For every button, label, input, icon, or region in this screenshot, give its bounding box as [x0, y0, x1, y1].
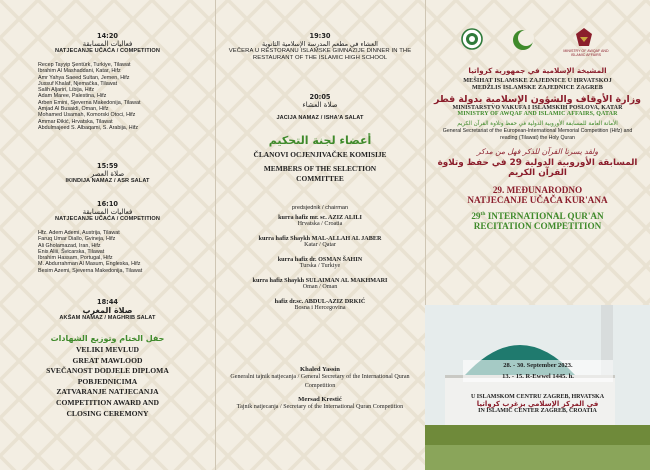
- arabic-heading: فعاليات المسابقة: [82, 40, 133, 48]
- committee-member-name: hafiz dr.sc. ABDUL-AZIZ DRKIĆ: [274, 298, 366, 305]
- committee-heading-bs: ČLANOVI OCJENJIVAČKE KOMISIJE: [253, 150, 387, 159]
- section-heading: NATJECANJE UČAĆA / COMPETITION: [55, 48, 160, 54]
- arabic-heading: صلاة العصر: [90, 170, 125, 178]
- committee-heading-en: MEMBERS OF THE SELECTION COMMITTEE: [263, 164, 377, 183]
- dinner-text: VEČERA U RESTORANU ISLAMSKE GIMNAZIJE DINNER IN THE RESTAURANT OF THE ISLAMIC HIGH SCHOOL: [228, 48, 412, 62]
- secretariat-english: General Secretariat of the European-International Memorial Competition (Hifz) and reading (Tilawat) the Holy Quran: [442, 128, 633, 141]
- committee-member-name: kurra hafiz Shaykh SULAIMAN AL MAKHMARI: [252, 277, 388, 284]
- islamic-community-logo-icon: [461, 28, 483, 50]
- list-item: M. Abdurrahman Al Masum, Engleska, Hifz: [38, 261, 141, 268]
- islamic-community-arabic: المشيخة الإسلامية في جمهورية كرواتيا: [468, 66, 607, 75]
- committee-member-country: Hrvatska / Croatia: [297, 221, 343, 227]
- right-panel: [425, 0, 650, 470]
- list-item: Arben Emini, Sjeverna Makedonija, Tilawat: [38, 99, 141, 106]
- closing-ceremony-block: [0, 345, 215, 419]
- committee-member-country: Bosna i Hercegovina: [294, 305, 346, 311]
- competition-title-en-2: RECITATION COMPETITION: [473, 221, 602, 232]
- ministry-name-en: MINISTRY OF AWQAF AND ISLAMIC AFFAIRS, QATAR: [457, 111, 618, 117]
- list-item: Besim Azemi, Sjeverna Makedonija, Tilawat: [38, 267, 143, 274]
- list-item: Amr Yahya Saeed Sultan, Jemen, Hifz: [38, 74, 130, 81]
- competition-title-bs-1: 29. MEĐUNARODNO: [492, 185, 583, 196]
- committee-member-country: Katar / Qatar: [304, 242, 336, 248]
- committee-arabic-heading: أعضاء لجنة التحكيم: [268, 134, 372, 147]
- list-item: VELIKI MEVLUD: [75, 345, 140, 354]
- secretariat-arabic: الأمانة العامة للمسابقة الأوروبية الدولية في حفظ وتلاوة القرآن الكريم: [457, 121, 618, 127]
- competitor-list: [0, 230, 215, 274]
- list-item: Ibrahim Al Mashaddani, Katar, Hifz: [38, 68, 121, 75]
- section-heading: IKINDIJA NAMAZ / ASR SALAT: [65, 178, 150, 184]
- secretary-general-name: Khaled Yassin: [300, 366, 340, 373]
- arabic-heading: صلاة العشاء: [302, 101, 338, 109]
- arabic-heading: فعاليات المسابقة: [82, 208, 133, 216]
- section-heading: NATJECANJE UČAĆA / COMPETITION: [55, 216, 160, 222]
- list-item: Recep Tayyip Şentürk, Turkiye, Tilawat: [38, 62, 131, 68]
- list-item: COMPETITION AWARD AND: [56, 397, 159, 407]
- time-label: 19:30: [309, 32, 331, 40]
- list-item: Ibrahim Hassam, Portugal, Hifz: [38, 255, 113, 262]
- secretary-role: Tajnik natjecanja / Secretary of the International Quran Competition: [236, 404, 404, 411]
- medzlis-name: MEDŽLIS ISLAMSKE ZAJEDNICE ZAGREB: [471, 84, 604, 91]
- venue-bs: U ISLAMSKOM CENTRU ZAGREB, HRVATSKA: [470, 394, 605, 400]
- list-item: Ammar Đikić, Hrvatska, Tilawat: [38, 118, 113, 125]
- list-item: Adam Maree, Palestina, Hifz: [38, 93, 107, 100]
- arabic-heading: العشاء في مطعم المدرسة الإسلامية الثانوية: [262, 40, 378, 48]
- committee-member-name: kurra hafiz dr. OSMAN ŠAHIN: [277, 256, 363, 263]
- list-item: CLOSING CEREMONY: [66, 408, 149, 418]
- list-item: POBJEDNICIMA: [77, 376, 138, 386]
- committee-member-name: kurra hafiz Shaykh MAL-ALLAH AL JABER: [258, 235, 382, 242]
- list-item: SVEČANOST DODJELE DIPLOMA: [46, 366, 169, 376]
- event-date-hijri: 13. - 15. R-Ewwel 1445. h.: [463, 371, 613, 382]
- secretary-general-role: Generalni tajnik natjecanja / General Secretary of the International Quran Competition: [230, 374, 410, 389]
- venue-en: IN ISLAMIC CENTER ZAGREB, CROATIA: [478, 408, 597, 414]
- section-heading: JACIJA NAMAZ / ISHA'A SALAT: [276, 115, 364, 121]
- committee-members: [215, 214, 425, 311]
- list-item: ZATVARANJE NATJECANJA: [56, 387, 159, 397]
- middle-panel: [215, 0, 425, 470]
- verse-arabic: ولقد يسرنا القرآن للذكر فهل من مدكر: [476, 147, 599, 157]
- list-item: Amjad Al Busaidi, Oman, Hifz: [38, 106, 109, 113]
- ministry-arabic: وزارة الأوقاف والشؤون الإسلامية بدولة قطر: [434, 94, 641, 105]
- competitor-list: [0, 62, 215, 131]
- event-date-gregorian: 28. - 30. September 2023.: [463, 360, 613, 371]
- list-item: Ali Gholamazad, Iran, Hifz: [38, 242, 101, 249]
- list-item: Jussuf Khalaf, Njemačka, Tilawat: [38, 80, 118, 87]
- list-item: Mohamed Usamah, Komorski Otoci, Hifz: [38, 112, 136, 119]
- closing-arabic-heading: حفل الختام وتوزيع الشهادات: [50, 334, 165, 343]
- list-item: Salih Aljariri, Libija, Hifz: [38, 87, 95, 94]
- qatar-ministry-logo-icon: [573, 26, 595, 48]
- islamic-community-name: MEŠIHAT ISLAMSKE ZAJEDNICE U HRVATSKOJ: [463, 77, 612, 84]
- left-panel: [0, 0, 215, 470]
- list-item: GREAT MAWLOOD: [72, 355, 143, 365]
- list-item: Enis Aliii, Švicarska, Tilawat: [38, 248, 105, 255]
- secretary-name: Mersad Krestić: [298, 396, 342, 404]
- ministry-name-bs: MINISTARSTVO VAKUFA I ISLAMSKIH POSLOVA, KATAR: [452, 105, 623, 111]
- chairman-role: predsjednik / chairman: [291, 205, 349, 211]
- venue-arabic: في المركز الإسلامي بزغرب كرواتيا: [476, 400, 599, 408]
- committee-member-country: Oman / Oman: [302, 284, 338, 290]
- time-label: 18:44: [97, 298, 118, 306]
- venue-block: [435, 394, 640, 414]
- committee-member-country: Turska / Turkiye: [299, 263, 341, 269]
- arabic-heading: صلاة المغرب: [82, 306, 133, 315]
- section-heading: AKŠAM NAMAZ / MAGHRIB SALAT: [59, 315, 156, 321]
- list-item: Hfz. Adem Ademi, Austrija, Tilawat: [38, 230, 120, 236]
- time-label: 20:05: [309, 93, 331, 101]
- time-label: 16:10: [97, 200, 118, 208]
- list-item: Faruq Umar Diallo, Gvineja, Hifz: [38, 236, 116, 243]
- time-label: 14:20: [97, 32, 118, 40]
- crescent-logo-icon: [511, 28, 535, 52]
- committee-member-name: kurra hafiz mr. sc. AZIZ ALILI: [278, 214, 362, 221]
- competition-title-en-1: 29th INTERNATIONAL QUR'AN: [471, 211, 604, 222]
- competition-title-bs-2: NATJECANJE UČAČA KUR'ANA: [467, 195, 608, 206]
- ministry-logo-caption: MINISTRY OF AWQAF AND ISLAMIC AFFAIRS: [563, 49, 609, 57]
- list-item: Abdulmajeed S. Albaqami, S. Arabija, Hifz: [38, 124, 139, 131]
- competition-arabic: المسابقة الأوروبية الدولية 29 في حفظ وتلاوة القرآن الكريم: [437, 158, 638, 179]
- time-label: 15:59: [97, 162, 118, 170]
